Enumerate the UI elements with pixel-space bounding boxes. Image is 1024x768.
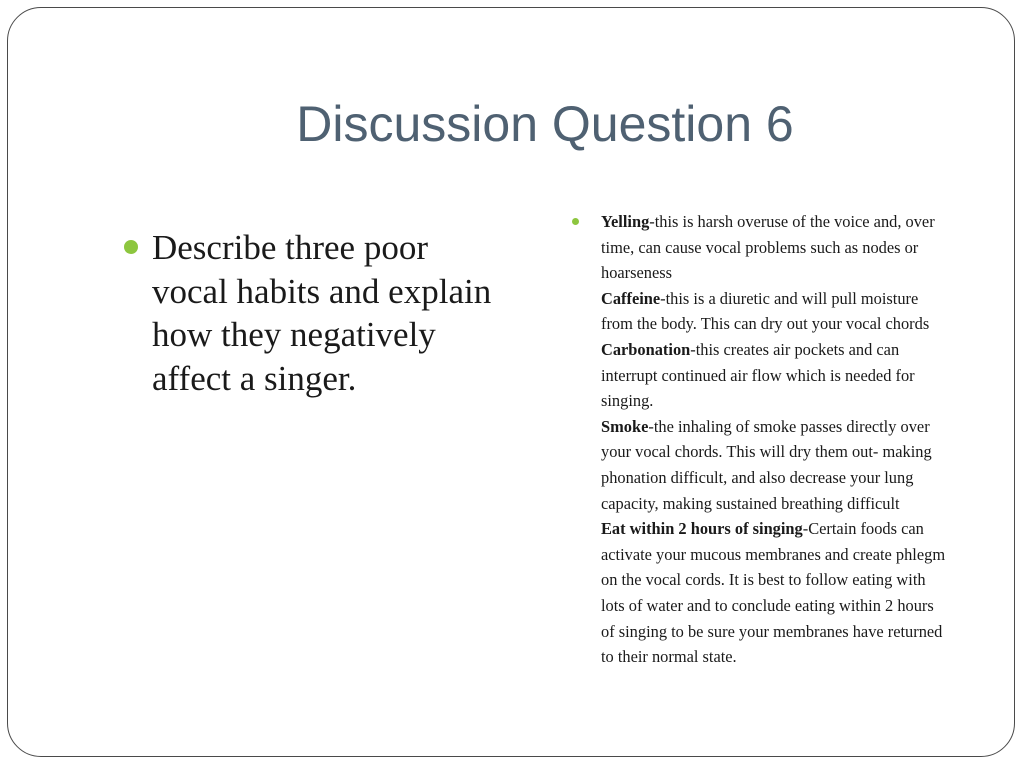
habit-entry-yelling	[601, 209, 949, 286]
habit-term: Eat within 2 hours of singing	[601, 519, 803, 539]
left-bullet-item	[121, 226, 501, 400]
habit-term: Carbonation	[601, 339, 691, 359]
bullet-dot-icon	[572, 218, 579, 225]
habit-description: -this creates air pockets and can interrupt continued air flow which is needed for singing.	[601, 339, 915, 411]
slide-title: Discussion Question 6	[296, 96, 794, 152]
habit-entry-carbonation	[601, 337, 949, 414]
habit-term: Smoke	[601, 416, 649, 436]
habit-entry-smoke	[601, 414, 949, 516]
habit-entry-eating	[601, 516, 949, 670]
bullet-dot-icon	[124, 240, 138, 254]
habit-description: -Certain foods can activate your mucous membranes and create phlegm on the vocal cords. It is best to follow eating with lots of water and to conclude eating within 2 hours of singing to be sure your membranes have returned to their normal state.	[601, 519, 946, 667]
right-bullet-item	[569, 209, 949, 670]
left-column	[121, 226, 501, 400]
habit-term: Caffeine	[601, 288, 661, 308]
habit-description: -the inhaling of smoke passes directly over your vocal chords. This will dry them out- making phonation difficult, and also decrease your lung capacity, making sustained breathing difficult	[601, 416, 932, 513]
question-text: Describe three poor vocal habits and explain how they negatively affect a singer.	[152, 228, 492, 398]
habit-description: -this is a diuretic and will pull moisture from the body. This can dry out your vocal chords	[601, 288, 930, 334]
slide-frame	[7, 7, 1015, 757]
habit-description: -this is harsh overuse of the voice and, over time, can cause vocal problems such as nodes or hoarseness	[601, 212, 935, 283]
habit-term: Yelling	[601, 212, 650, 231]
habit-entry-caffeine	[601, 286, 949, 337]
right-column	[569, 209, 949, 670]
